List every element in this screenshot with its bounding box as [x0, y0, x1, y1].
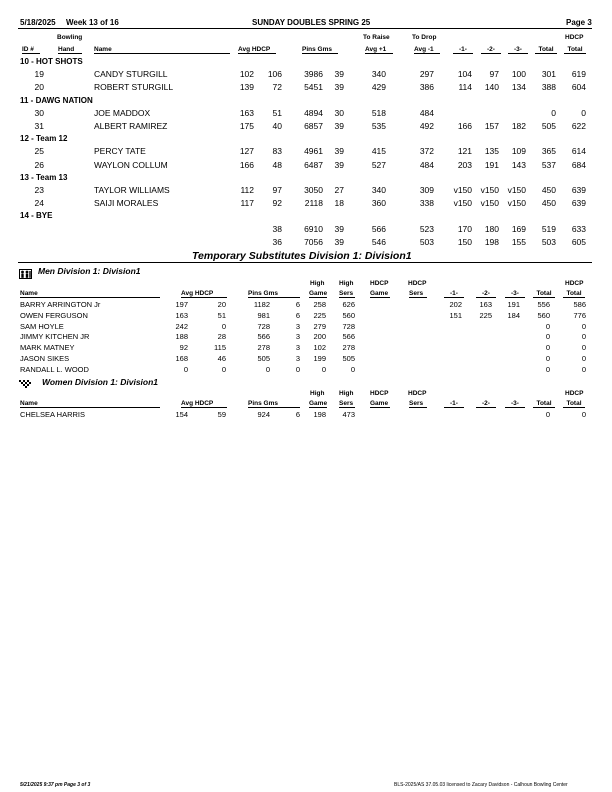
- footer-printed: 5/21/2025 9:37 pm Page 3 of 3: [20, 782, 91, 788]
- game3-cell: 100: [511, 69, 526, 80]
- team-title: 14 - BYE: [20, 211, 53, 221]
- avg-cell: 112: [240, 185, 254, 195]
- sub-hdcp: 0: [221, 321, 226, 331]
- sub-total: 560: [537, 310, 550, 320]
- player-name: ALBERT RAMIREZ: [94, 121, 168, 131]
- hdcp-cell: 38: [272, 223, 282, 234]
- player-name: JOE MADDOX: [94, 107, 151, 118]
- id-cell: 24: [34, 198, 44, 209]
- sub-pins: 1182: [253, 300, 270, 309]
- id-cell: 31: [34, 121, 44, 131]
- avg-cell: 139: [239, 82, 254, 93]
- col-sub-avg-hdcp: Avg HDCP: [181, 400, 227, 408]
- to-raise-cell: 429: [371, 82, 386, 93]
- game2-cell: 180: [484, 223, 499, 234]
- games-cell: 39: [334, 121, 344, 131]
- total-cell: 505: [541, 121, 556, 131]
- sub-hdcp-total: 0: [581, 332, 586, 342]
- pins-cell: 5451: [304, 82, 323, 93]
- to-drop-cell: 484: [419, 107, 434, 118]
- sub-total: 0: [545, 364, 550, 374]
- sub-hdcp-total: 0: [581, 410, 586, 419]
- sub-avg: 92: [179, 343, 188, 353]
- to-raise-cell: 546: [371, 236, 386, 247]
- game3-cell: 155: [511, 236, 526, 247]
- col-sub-pins-gms: Pins Gms: [248, 290, 300, 298]
- hdcp-cell: 72: [272, 82, 282, 93]
- sub-hdcp: 0: [221, 364, 226, 374]
- sub-name: JIMMY KITCHEN JR: [20, 332, 90, 342]
- hdcp-total-cell: 639: [571, 185, 586, 195]
- to-raise-cell: 518: [371, 107, 386, 118]
- to-raise-cell: 566: [371, 223, 386, 234]
- game2-cell: 157: [484, 121, 499, 131]
- sub-high-game: 0: [321, 364, 326, 374]
- sub-avg: 0: [183, 364, 188, 374]
- col-hdcp-sers-top: HDCP: [408, 280, 427, 287]
- page-label: Page 3: [566, 18, 592, 27]
- hdcp-total-cell: 614: [571, 146, 586, 157]
- to-drop-cell: 309: [419, 185, 434, 195]
- header-rule: [18, 28, 592, 29]
- game3-cell: 169: [511, 223, 526, 234]
- sub-avg: 188: [175, 332, 188, 342]
- sub-name: MARK MATNEY: [20, 343, 75, 353]
- col-name: Name: [94, 46, 230, 54]
- sub-high-game: 258: [313, 300, 326, 309]
- sub-high-game: 200: [313, 332, 326, 342]
- sub-games: 3: [295, 321, 300, 331]
- avg-cell: 163: [239, 107, 254, 118]
- sub-hdcp: 46: [217, 354, 226, 363]
- game2-cell: 191: [484, 159, 499, 170]
- col-hdcp-top: HDCP: [565, 34, 584, 41]
- col-high-game: Game: [309, 400, 328, 407]
- to-raise-cell: 415: [371, 146, 386, 157]
- games-cell: 18: [334, 198, 344, 209]
- sub-name: CHELSEA HARRIS: [20, 410, 86, 419]
- sub-name: RANDALL L. WOOD: [20, 364, 89, 374]
- game2-cell: v150: [480, 198, 499, 209]
- sub-pins: 981: [257, 310, 270, 320]
- col-sub-hdcp-total: Total: [563, 400, 585, 408]
- total-cell: 503: [541, 236, 556, 247]
- game3-cell: 134: [511, 82, 526, 93]
- col-high2-top: High: [339, 280, 354, 287]
- sub-pins: 278: [257, 343, 270, 353]
- team-title: 10 - HOT SHOTS: [20, 57, 83, 66]
- hdcp-cell: 48: [272, 159, 282, 170]
- col-sub-g3: -3-: [505, 400, 525, 408]
- col-to-raise: Avg +1: [365, 46, 393, 54]
- id-cell: 30: [34, 107, 44, 118]
- avg-cell: 102: [239, 69, 254, 80]
- to-raise-cell: 527: [371, 159, 386, 170]
- col-sub-name: Name: [20, 400, 160, 408]
- col-game-2: -2-: [481, 46, 501, 54]
- pins-cell: 4894: [304, 107, 323, 118]
- sub-pins: 566: [257, 332, 270, 342]
- sub-pins: 505: [257, 354, 270, 363]
- sub-game1: 151: [449, 310, 462, 320]
- pins-cell: 6487: [304, 159, 323, 170]
- id-cell: 26: [34, 159, 44, 170]
- avg-cell: 175: [239, 121, 254, 131]
- sub-high-sers: 278: [342, 343, 355, 353]
- player-name: WAYLON COLLUM: [94, 159, 168, 170]
- game3-cell: v150: [507, 185, 526, 195]
- sub-avg: 168: [175, 354, 188, 363]
- avg-cell: 166: [239, 159, 254, 170]
- col-sub-g1: -1-: [444, 400, 464, 408]
- women-icon: [19, 376, 32, 385]
- col-sub-avg-hdcp: Avg HDCP: [181, 290, 227, 298]
- game1-cell: v150: [453, 185, 472, 195]
- col-sub-g2: -2-: [476, 290, 496, 298]
- subs-rule: [18, 262, 592, 263]
- games-cell: 39: [334, 159, 344, 170]
- hdcp-total-cell: 605: [571, 236, 586, 247]
- col-sub-pins-gms: Pins Gms: [248, 400, 300, 408]
- col-hdcp-sers-top: HDCP: [408, 390, 427, 397]
- sub-hdcp: 51: [217, 310, 226, 320]
- sub-games: 6: [295, 300, 300, 309]
- sub-name: SAM HOYLE: [20, 321, 64, 331]
- subs-title: Temporary Substitutes Division 1: Division1: [192, 250, 412, 262]
- hdcp-cell: 106: [267, 69, 282, 80]
- sub-hdcp: 59: [217, 410, 226, 419]
- col-high-top: High: [310, 280, 325, 287]
- avg-cell: 127: [239, 146, 254, 157]
- sub-games: 3: [295, 332, 300, 342]
- to-drop-cell: 523: [419, 223, 434, 234]
- pins-cell: 6857: [304, 121, 323, 131]
- hdcp-total-cell: 619: [571, 69, 586, 80]
- hdcp-cell: 92: [272, 198, 282, 209]
- sub-hdcp: 20: [217, 300, 226, 309]
- report-date: 5/18/2025: [20, 18, 56, 27]
- sub-high-game: 225: [313, 310, 326, 320]
- col-avg-hdcp: Avg HDCP: [238, 46, 276, 54]
- hdcp-cell: 97: [272, 185, 282, 195]
- pins-cell: 2118: [304, 198, 323, 209]
- hdcp-cell: 51: [272, 107, 282, 118]
- sub-high-sers: 505: [342, 354, 355, 363]
- game3-cell: 143: [511, 159, 526, 170]
- col-hdcp-game: Game: [370, 290, 389, 297]
- id-cell: 20: [34, 82, 44, 93]
- hdcp-cell: 36: [272, 236, 282, 247]
- sub-name: BARRY ARRINGTON Jr: [20, 300, 101, 309]
- avg-cell: 117: [240, 198, 254, 209]
- to-raise-cell: 340: [371, 69, 386, 80]
- sub-pins: 0: [265, 364, 270, 374]
- player-name: SAIJI MORALES: [94, 198, 159, 209]
- game1-cell: v150: [453, 198, 472, 209]
- sub-total: 0: [545, 343, 550, 353]
- games-cell: 39: [334, 236, 344, 247]
- sub-high-sers: 473: [342, 410, 355, 419]
- to-drop-cell: 484: [419, 159, 434, 170]
- col-sub-g1: -1-: [444, 290, 464, 298]
- games-cell: 39: [334, 82, 344, 93]
- sub-games: 3: [295, 354, 300, 363]
- col-pins-gms: Pins Gms: [302, 46, 338, 54]
- pins-cell: 7056: [304, 236, 323, 247]
- id-cell: 23: [34, 185, 44, 195]
- to-raise-cell: 535: [371, 121, 386, 131]
- col-sub-total: Total: [533, 400, 555, 408]
- sub-total: 0: [545, 321, 550, 331]
- col-game-3: -3-: [508, 46, 528, 54]
- sub-avg: 242: [175, 321, 188, 331]
- game1-cell: 203: [457, 159, 472, 170]
- team-title: 12 - Team 12: [20, 134, 68, 144]
- col-bowling-top: Bowling: [57, 34, 83, 41]
- col-hdcp-sers: Sers: [409, 400, 427, 408]
- hdcp-cell: 40: [272, 121, 282, 131]
- sub-hdcp-total: 586: [573, 300, 586, 309]
- sub-game3: 191: [507, 300, 520, 309]
- col-sub-g3: -3-: [505, 290, 525, 298]
- sub-game2: 163: [479, 300, 492, 309]
- game1-cell: 104: [457, 69, 472, 80]
- sub-game1: 202: [449, 300, 462, 309]
- total-cell: 519: [541, 223, 556, 234]
- col-sub-g2: -2-: [476, 400, 496, 408]
- sub-hdcp-total: 0: [581, 321, 586, 331]
- pins-cell: 3050: [304, 185, 323, 195]
- game2-cell: 198: [484, 236, 499, 247]
- sub-high-game: 102: [313, 343, 326, 353]
- sub-high-sers: 0: [350, 364, 355, 374]
- col-hdcp-total-top: HDCP: [565, 280, 584, 287]
- team-title: 13 - Team 13: [20, 172, 68, 182]
- sub-game2: 225: [479, 310, 492, 320]
- pins-cell: 4961: [304, 146, 323, 157]
- sub-avg: 197: [175, 300, 188, 309]
- sub-high-game: 199: [313, 354, 326, 363]
- col-high2-top: High: [339, 390, 354, 397]
- sub-high-game: 198: [313, 410, 326, 419]
- game3-cell: 109: [511, 146, 526, 157]
- game1-cell: 114: [458, 82, 472, 93]
- pins-cell: 6910: [304, 223, 323, 234]
- col-sub-name: Name: [20, 290, 160, 298]
- game1-cell: 170: [457, 223, 472, 234]
- id-cell: 19: [34, 69, 44, 80]
- col-hdcp-game: Game: [370, 400, 389, 407]
- player-name: PERCY TATE: [94, 146, 146, 157]
- game1-cell: 121: [457, 146, 472, 157]
- to-drop-cell: 503: [419, 236, 434, 247]
- col-hdcp-game-top: HDCP: [370, 280, 389, 287]
- col-hdcp-game-top: HDCP: [370, 390, 389, 397]
- women-section-title: Women Division 1: Division1: [42, 377, 159, 387]
- game2-cell: 135: [484, 146, 499, 157]
- col-game-1: -1-: [453, 46, 473, 54]
- col-to-drop: Avg -1: [414, 46, 440, 54]
- sub-avg: 163: [175, 310, 188, 320]
- team-title: 11 - DAWG NATION: [20, 95, 93, 105]
- game2-cell: 97: [489, 69, 499, 80]
- total-cell: 0: [551, 107, 556, 118]
- sub-total: 0: [545, 410, 550, 419]
- to-raise-cell: 340: [371, 185, 386, 195]
- footer-license: BLS-2025/AS 37.05.03 licensed to Zacary Davidson - Calhoun Bowling Center: [394, 782, 568, 788]
- col-hand: Hand: [58, 46, 82, 54]
- col-high-sers: Sers: [339, 290, 354, 297]
- col-high-sers: Sers: [339, 400, 354, 407]
- col-sub-total: Total: [533, 290, 555, 298]
- to-drop-cell: 386: [419, 82, 434, 93]
- sub-pins: 924: [257, 410, 270, 419]
- total-cell: 537: [541, 159, 556, 170]
- col-high-game: Game: [309, 290, 328, 297]
- sub-high-sers: 560: [342, 310, 355, 320]
- men-section-title: Men Division 1: Division1: [38, 266, 141, 276]
- col-hdcp-total: Total: [564, 46, 586, 54]
- sub-game3: 184: [507, 310, 520, 320]
- hdcp-total-cell: 622: [571, 121, 586, 131]
- player-name: TAYLOR WILLIAMS: [94, 185, 170, 195]
- col-to-raise-top: To Raise: [363, 34, 390, 41]
- sub-hdcp: 28: [217, 332, 226, 342]
- games-cell: 27: [334, 185, 344, 195]
- sub-games: 3: [295, 343, 300, 353]
- to-drop-cell: 372: [419, 146, 434, 157]
- league-name: SUNDAY DOUBLES SPRING 25: [252, 18, 371, 27]
- sub-name: JASON SIKES: [20, 354, 70, 363]
- sub-high-sers: 566: [342, 332, 355, 342]
- player-name: CANDY STURGILL: [94, 69, 168, 80]
- to-drop-cell: 338: [419, 198, 434, 209]
- sub-games: 6: [295, 310, 300, 320]
- sub-high-game: 279: [313, 321, 326, 331]
- sub-high-sers: 728: [342, 321, 355, 331]
- sub-total: 0: [545, 354, 550, 363]
- game2-cell: 140: [484, 82, 499, 93]
- game2-cell: v150: [480, 185, 499, 195]
- hdcp-total-cell: 633: [571, 223, 586, 234]
- sub-games: 0: [295, 364, 300, 374]
- hdcp-total-cell: 684: [571, 159, 586, 170]
- hdcp-cell: 83: [272, 146, 282, 157]
- col-hdcp-sers: Sers: [409, 290, 427, 298]
- sub-hdcp-total: 0: [581, 343, 586, 353]
- game1-cell: 150: [457, 236, 472, 247]
- sub-high-sers: 626: [342, 300, 355, 309]
- sub-hdcp-total: 776: [573, 310, 586, 320]
- sub-hdcp-total: 0: [581, 354, 586, 363]
- to-raise-cell: 360: [371, 198, 386, 209]
- player-name: ROBERT STURGILL: [94, 82, 174, 93]
- sub-name: OWEN FERGUSON: [20, 310, 88, 320]
- sub-games: 6: [295, 410, 300, 419]
- games-cell: 39: [334, 223, 344, 234]
- col-to-drop-top: To Drop: [412, 34, 437, 41]
- pins-cell: 3986: [304, 69, 323, 80]
- games-cell: 30: [334, 107, 344, 118]
- games-cell: 39: [334, 146, 344, 157]
- total-cell: 301: [541, 69, 556, 80]
- total-cell: 450: [541, 198, 556, 209]
- col-hdcp-total-top: HDCP: [565, 390, 584, 397]
- game3-cell: 182: [511, 121, 526, 131]
- games-cell: 39: [334, 69, 344, 80]
- col-high-top: High: [310, 390, 325, 397]
- col-sub-hdcp-total: Total: [563, 290, 585, 298]
- sub-hdcp: 115: [214, 343, 226, 353]
- id-cell: 25: [34, 146, 44, 157]
- total-cell: 365: [541, 146, 556, 157]
- sub-total: 556: [537, 300, 550, 309]
- hdcp-total-cell: 604: [571, 82, 586, 93]
- sub-avg: 154: [175, 410, 188, 419]
- to-drop-cell: 297: [419, 69, 434, 80]
- total-cell: 388: [541, 82, 556, 93]
- hdcp-total-cell: 639: [571, 198, 586, 209]
- sub-pins: 728: [257, 321, 270, 331]
- total-cell: 450: [541, 185, 556, 195]
- col-id: ID #: [22, 46, 40, 54]
- week-label: Week 13 of 16: [66, 18, 119, 27]
- men-icon: [19, 266, 32, 276]
- col-total: Total: [535, 46, 557, 54]
- sub-total: 0: [545, 332, 550, 342]
- game1-cell: 166: [457, 121, 472, 131]
- hdcp-total-cell: 0: [581, 107, 586, 118]
- game3-cell: v150: [507, 198, 526, 209]
- sub-hdcp-total: 0: [581, 364, 586, 374]
- to-drop-cell: 492: [419, 121, 434, 131]
